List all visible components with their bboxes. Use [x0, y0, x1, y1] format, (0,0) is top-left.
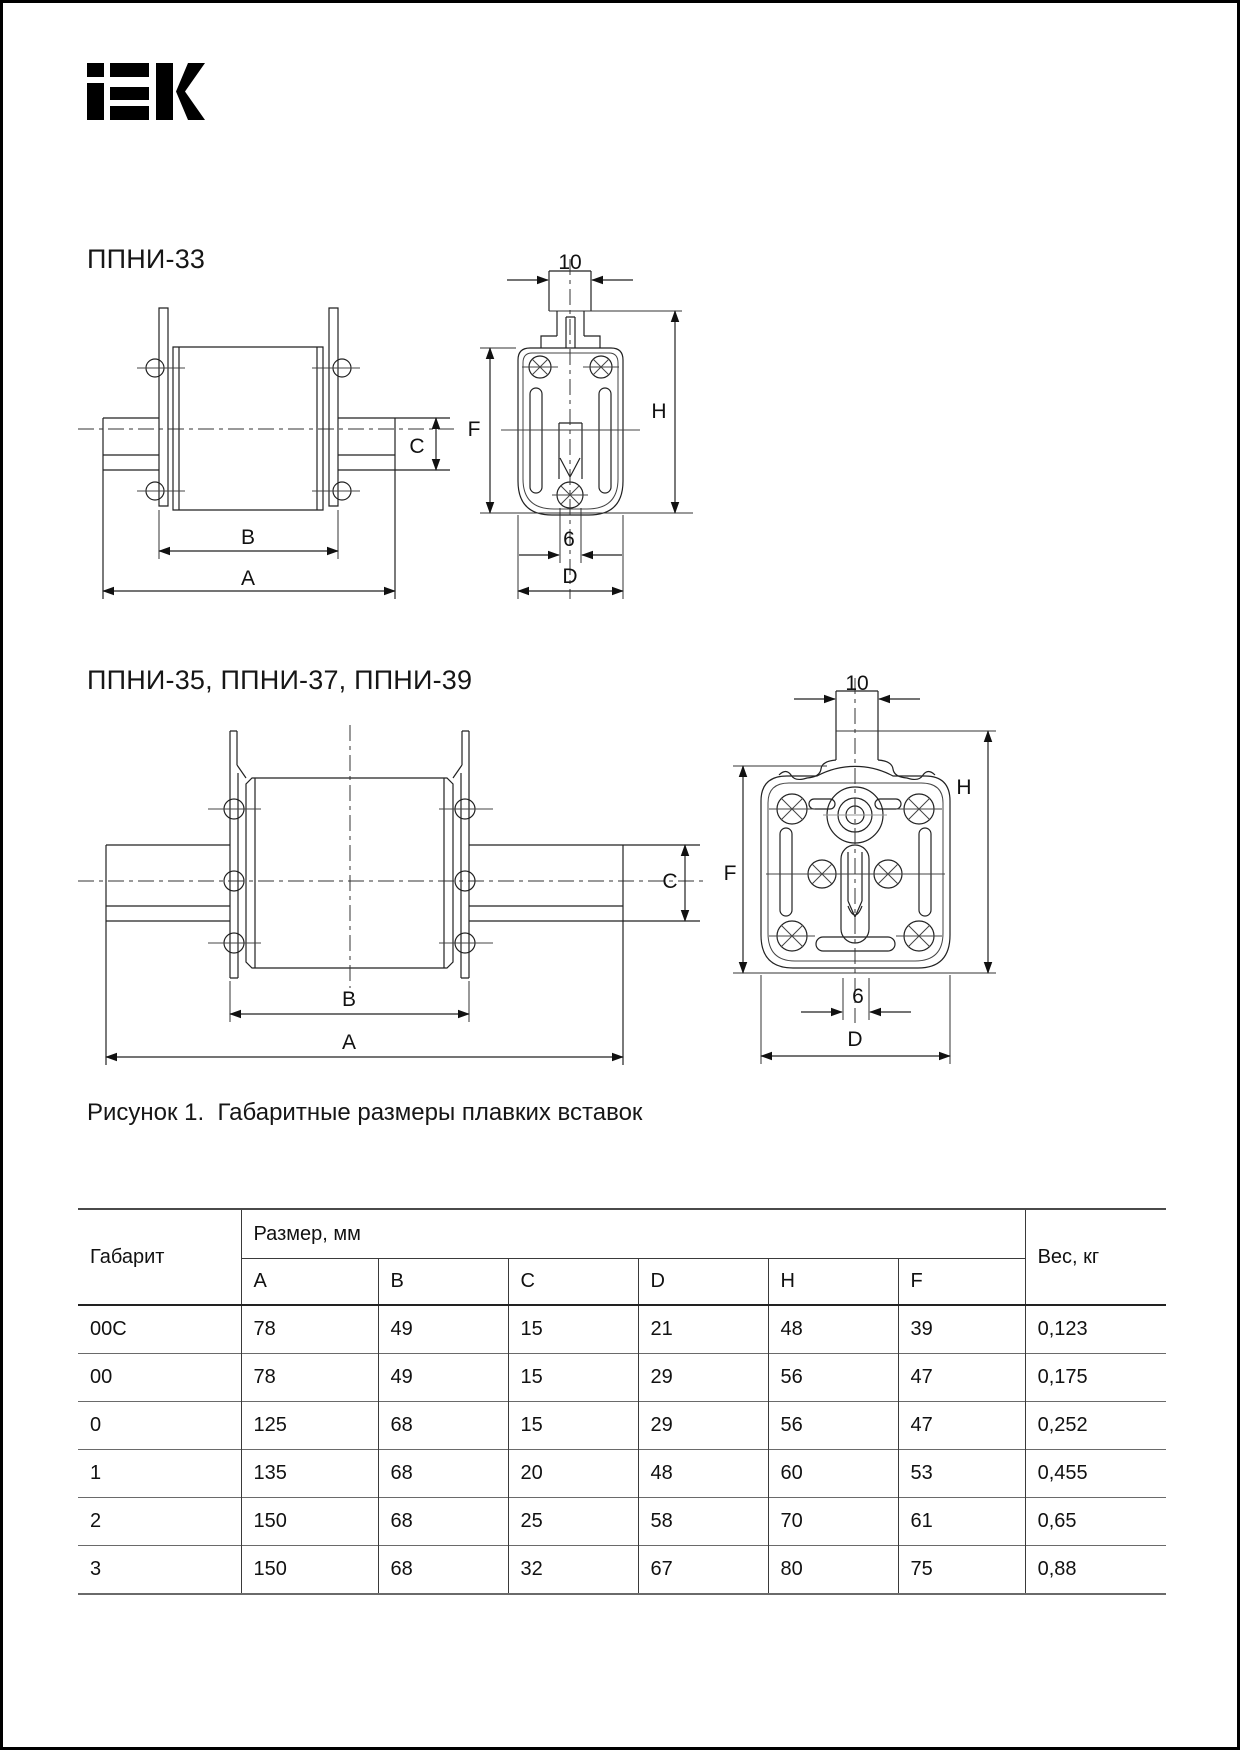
- cell-f: 53: [898, 1450, 1025, 1498]
- table-subheader-f: F: [898, 1259, 1025, 1306]
- fig2-dim-label-10: 10: [845, 672, 869, 695]
- cell-c: 25: [508, 1498, 638, 1546]
- cell-f: 39: [898, 1305, 1025, 1354]
- cell-b: 68: [378, 1450, 508, 1498]
- table-row: [78, 1305, 1166, 1354]
- cell-weight: 0,252: [1025, 1402, 1166, 1450]
- fig2-dim-label-6: 6: [852, 985, 864, 1008]
- fig2-dim-label-c: C: [662, 870, 678, 893]
- fig1-dim-label-f: F: [467, 418, 481, 441]
- table-row: [78, 1402, 1166, 1450]
- fig1-dim-label-a: A: [240, 567, 256, 590]
- cell-f: 47: [898, 1354, 1025, 1402]
- fig1-dim-label-6: 6: [563, 528, 575, 551]
- cell-f: 75: [898, 1546, 1025, 1595]
- cell-a: 150: [241, 1498, 378, 1546]
- cell-b: 68: [378, 1498, 508, 1546]
- table-row: [78, 1498, 1166, 1546]
- cell-d: 21: [638, 1305, 768, 1354]
- table-row: [78, 1354, 1166, 1402]
- table-subheader-b: B: [378, 1259, 508, 1306]
- table-header-weight: Вес, кг: [1025, 1209, 1166, 1305]
- cell-d: 58: [638, 1498, 768, 1546]
- cell-weight: 0,123: [1025, 1305, 1166, 1354]
- cell-gabarit: 3: [78, 1546, 241, 1595]
- dimensions-table: [78, 1208, 1166, 1595]
- fig2-dim-label-d: D: [847, 1028, 863, 1051]
- iek-logo-glyphs: [87, 63, 205, 120]
- cell-c: 15: [508, 1354, 638, 1402]
- figure-caption: Рисунок 1. Габаритные размеры плавких вставок: [87, 1099, 643, 1126]
- iek-logo: [87, 63, 205, 120]
- cell-f: 61: [898, 1498, 1025, 1546]
- table-row: [78, 1450, 1166, 1498]
- figure2-front-view: [724, 672, 996, 1064]
- fig1-dim-label-b: B: [240, 526, 256, 549]
- cell-gabarit: 00: [78, 1354, 241, 1402]
- fig2-dim-label-f: F: [723, 862, 737, 885]
- cell-f: 47: [898, 1402, 1025, 1450]
- cell-weight: 0,88: [1025, 1546, 1166, 1595]
- cell-a: 78: [241, 1354, 378, 1402]
- cell-h: 56: [768, 1402, 898, 1450]
- cell-h: 60: [768, 1450, 898, 1498]
- cell-c: 20: [508, 1450, 638, 1498]
- fig1-dim-label-c: C: [409, 435, 425, 458]
- cell-gabarit: 0: [78, 1402, 241, 1450]
- cell-b: 68: [378, 1546, 508, 1595]
- cell-gabarit: 2: [78, 1498, 241, 1546]
- table-header-size: Размер, мм: [241, 1209, 1025, 1259]
- fig2-dim-label-b: B: [341, 988, 357, 1011]
- table-subheader-c: C: [508, 1259, 638, 1306]
- cell-a: 78: [241, 1305, 378, 1354]
- table-subheader-a: A: [241, 1259, 378, 1306]
- cell-h: 48: [768, 1305, 898, 1354]
- table-subheader-h: H: [768, 1259, 898, 1306]
- fig1-dim-label-h: H: [651, 400, 667, 423]
- cell-d: 67: [638, 1546, 768, 1595]
- cell-h: 80: [768, 1546, 898, 1595]
- cell-d: 48: [638, 1450, 768, 1498]
- figure1-side-view: [78, 308, 458, 599]
- cell-a: 125: [241, 1402, 378, 1450]
- cell-gabarit: 00C: [78, 1305, 241, 1354]
- figure1-front-view: [468, 251, 693, 599]
- cell-weight: 0,175: [1025, 1354, 1166, 1402]
- cell-c: 15: [508, 1305, 638, 1354]
- cell-a: 135: [241, 1450, 378, 1498]
- cell-c: 15: [508, 1402, 638, 1450]
- cell-h: 56: [768, 1354, 898, 1402]
- cell-b: 49: [378, 1305, 508, 1354]
- cell-c: 32: [508, 1546, 638, 1595]
- table-row: [78, 1546, 1166, 1595]
- cell-d: 29: [638, 1402, 768, 1450]
- fig1-dim-label-10: 10: [558, 251, 582, 274]
- fig2-dim-label-h: H: [956, 776, 972, 799]
- cell-h: 70: [768, 1498, 898, 1546]
- cell-weight: 0,455: [1025, 1450, 1166, 1498]
- fig1-dim-label-d: D: [562, 565, 578, 588]
- table-subheader-d: D: [638, 1259, 768, 1306]
- cell-gabarit: 1: [78, 1450, 241, 1498]
- cell-a: 150: [241, 1546, 378, 1595]
- figure1-title: ППНИ-33: [87, 244, 206, 274]
- figure2-title: ППНИ-35, ППНИ-37, ППНИ-39: [87, 665, 473, 695]
- cell-b: 68: [378, 1402, 508, 1450]
- cell-weight: 0,65: [1025, 1498, 1166, 1546]
- cell-d: 29: [638, 1354, 768, 1402]
- table-header-gabarit: Габарит: [78, 1209, 241, 1305]
- cell-b: 49: [378, 1354, 508, 1402]
- figure2-side-view: [78, 725, 703, 1065]
- fig2-dim-label-a: A: [341, 1031, 357, 1054]
